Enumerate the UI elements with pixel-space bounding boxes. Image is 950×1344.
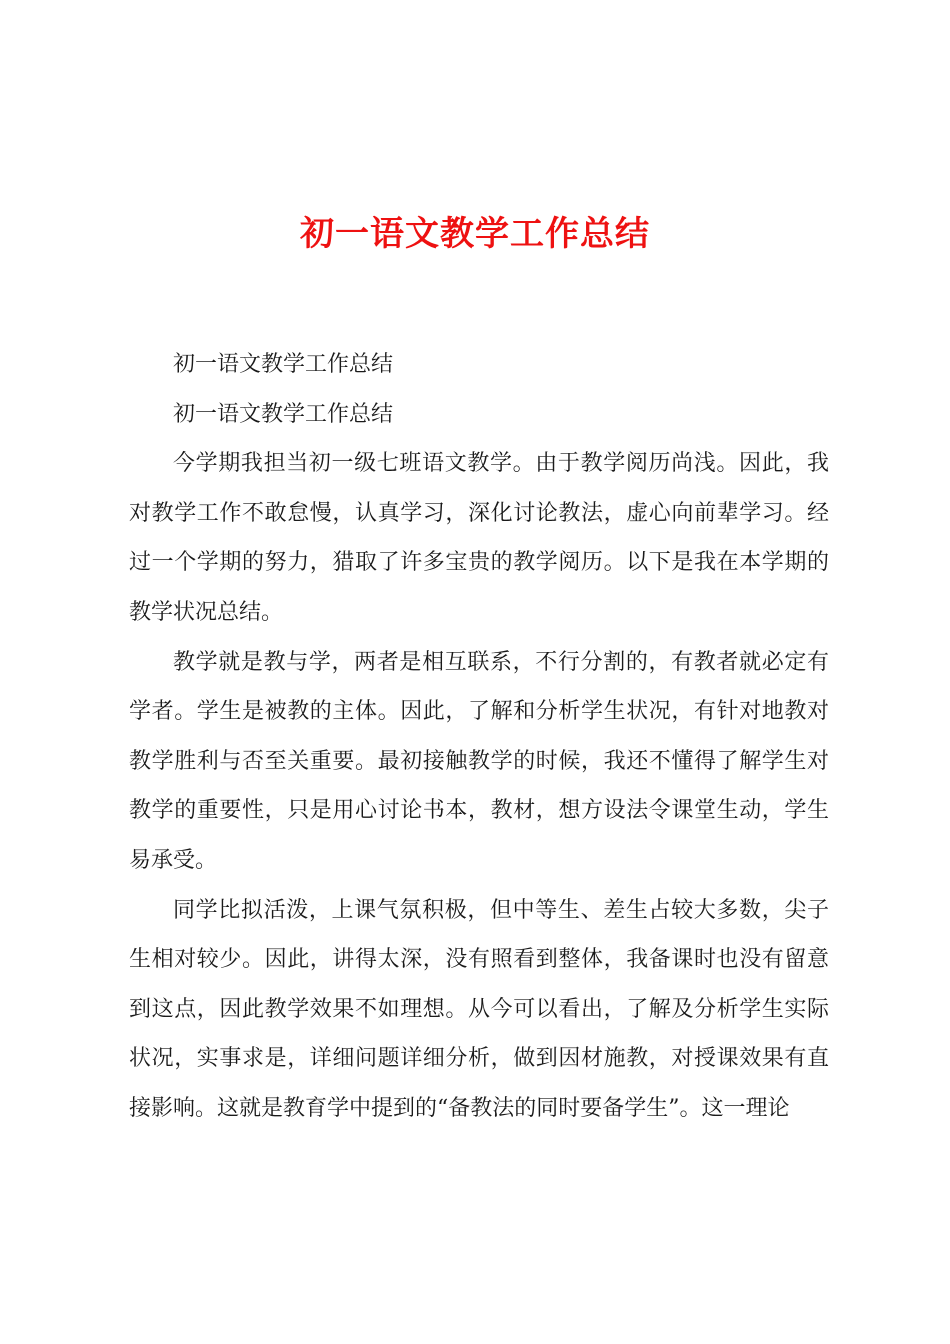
paragraph: 今学期我担当初一级七班语文教学。由于教学阅历尚浅。因此，我对教学工作不敢怠慢，认真学习，深化讨论教法，虚心向前辈学习。经过一个学期的努力，猎取了许多宝贵的教学阅历。以下是我在本学期的教学状况总结。 bbox=[129, 451, 829, 625]
document-body bbox=[129, 340, 829, 1134]
paragraph: 同学比拟活泼，上课气氛积极，但中等生、差生占较大多数，尖子生相对较少。因此，讲得太深，没有照看到整体，我备课时也没有留意到这点，因此教学效果不如理想。从今可以看出，了解及分析学生实际状况，实事求是，详细问题详细分析，做到因材施教，对授课效果有直接影响。这就是教育学中提到的“备教法的同时要备学生”。这一理论 bbox=[129, 897, 829, 1121]
document-title: 初一语文教学工作总结 bbox=[300, 214, 650, 254]
paragraph: 初一语文教学工作总结 bbox=[173, 401, 394, 427]
paragraph: 教学就是教与学，两者是相互联系，不行分割的，有教者就必定有学者。学生是被教的主体。因此，了解和分析学生状况，有针对地教对教学胜利与否至关重要。最初接触教学的时候，我还不懂得了解学生对教学的重要性，只是用心讨论书本，教材，想方设法令课堂生动，学生易承受。 bbox=[129, 649, 829, 873]
paragraph: 初一语文教学工作总结 bbox=[173, 352, 394, 377]
